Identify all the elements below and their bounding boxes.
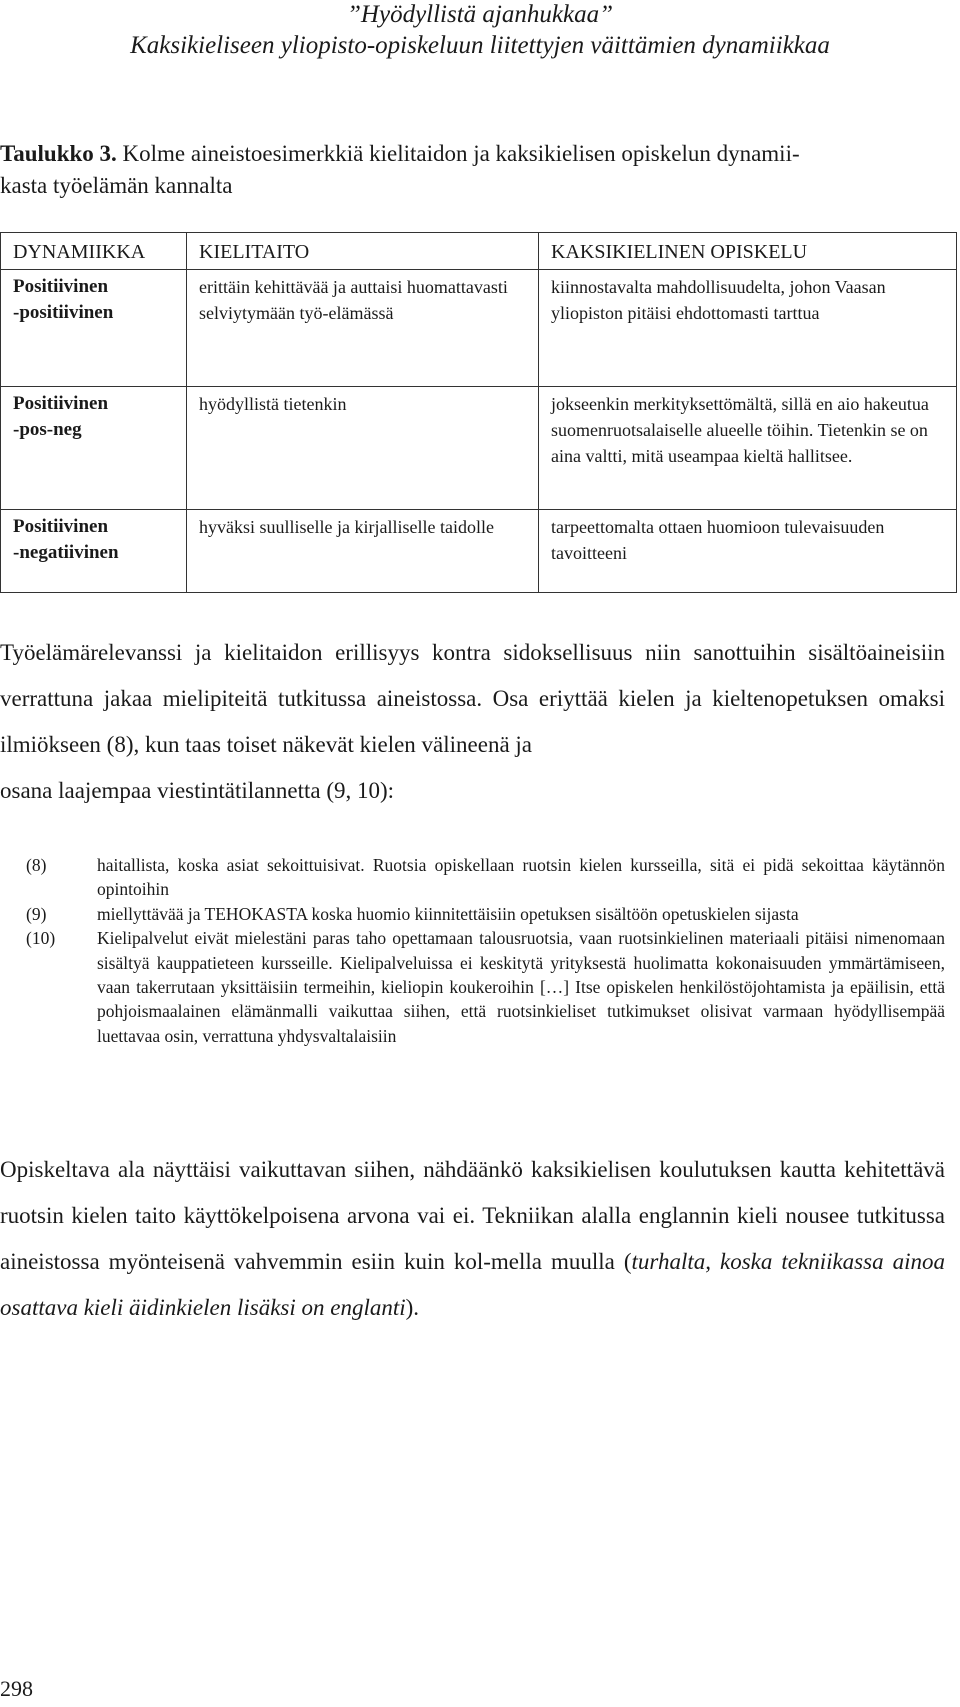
dynamiikka-line1: Positiivinen [13,276,109,297]
table-caption-text-line1: Kolme aineistoesimerkkiä kielitaidon ja kaksikielisen opiskelun dynamii- [122,141,800,166]
running-header-subtitle: Kaksikieliseen yliopisto-opiskeluun liitettyjen väittämien dynamiikkaa [130,32,830,59]
dynamiikka-line1: Positiivinen [13,516,109,537]
table-caption [0,138,945,202]
body-paragraph-2-quote: turhalta, koska tekniikassa ainoa osattava kieli äidinkielen lisäksi on englanti [0,1249,945,1320]
table-row [1,510,957,593]
body-paragraph-2-end: ). [405,1295,420,1320]
running-header-title: ”Hyödyllistä ajanhukkaa” [347,1,613,28]
body-paragraph-2-text: Opiskeltava ala näyttäisi vaikuttavan siihen, nähdäänkö kaksikielisen koulutuksen kautta kehitettävä ruotsin kielen taito käyttökelpoisena arvona vai ei. Tekniikan alalla englannin kieli nousee tutkitussa aineistossa myönteisenä vahvemmin esiin kuin kol-mella muulla ( [0,1157,945,1274]
table-cell-opiskelu: tarpeettomalta ottaen huomioon tulevaisuuden tavoitteeni [539,510,957,593]
page-number: 298 [0,1676,33,1701]
table-caption-label: Taulukko 3. [0,141,117,166]
dynamiikka-line1: Positiivinen [13,393,109,414]
table-header-row [1,233,957,270]
table-cell-dynamiikka [1,510,187,593]
column-header-dynamiikka: DYNAMIIKKA [1,233,187,270]
example-number: (10) [26,928,56,949]
table-cell-dynamiikka [1,270,187,387]
table-cell-kielitaito: erittäin kehittävää ja auttaisi huomattavasti selviytymään työ-elämässä [187,270,539,387]
body-paragraph-1-text: Työelämärelevanssi ja kielitaidon erillisyys kontra sidoksellisuus niin sanottuihin sisältöaineisiin verrattuna jakaa mielipiteitä tutkitussa aineistossa. Osa eriyttää kielen ja kieltenopetuksen omaksi ilmiökseen (8), kun taas toiset näkevät kielen välineenä ja [0,640,945,757]
list-item [0,926,945,1048]
list-item [0,902,945,926]
body-paragraph-1 [0,630,945,814]
data-table [0,232,957,593]
table-row [1,387,957,510]
example-text: Kielipalvelut eivät mielestäni paras taho opettamaan talousruotsia, vaan ruotsinkielinen materiaali pitäisi nimenomaan sisältyä kauppatieteen kursseille. Kielipalveluissa ei keskitytä yrityksestä huolimatta kokonaisuuden ymmärtämiseen, vaan takerrutaan yksittäisiin termeihin, kieliopin koukeroihin […] Itse opiskelen henkilöstöjohtamista ja epäilisin, että pohjoismaalainen elämänmalli vaikuttaa siihen, että ruotsinkieliset tutkimukset olisivat varmaan hyödyllisempää luettavaa osin, verrattuna yhdysvaltalaisiin [97,928,945,1046]
column-header-kaksikielinen-opiskelu: KAKSIKIELINEN OPISKELU [539,233,957,270]
table-caption-text-line2: kasta työelämän kannalta [0,173,233,198]
dynamiikka-line2: -pos-neg [13,419,82,440]
body-paragraph-1-last-line: osana laajempaa viestintätilannetta (9, 10): [0,778,395,803]
body-paragraph-2 [0,1147,945,1331]
example-number: (9) [26,903,47,924]
list-item [0,853,945,902]
example-number: (8) [26,855,47,875]
example-text: haitallista, koska asiat sekoittuisivat. Ruotsia opiskellaan ruotsin kielen kursseilla, sitä ei pidä sekoittaa käytännön opintoihin [97,855,945,900]
table-cell-dynamiikka [1,387,187,510]
column-header-kielitaito: KIELITAITO [187,233,539,270]
table-cell-opiskelu: jokseenkin merkityksettömältä, sillä en aio hakeutua suomenruotsalaiselle alueelle töihin. Tietenkin se on aina valtti, mitä useampaa kieltä hallitsee. [539,387,957,510]
dynamiikka-line2: -positiivinen [13,302,114,323]
table-row [1,270,957,387]
table-cell-kielitaito: hyväksi suulliselle ja kirjalliselle taidolle [187,510,539,593]
dynamiikka-line2: -negatiivinen [13,542,119,563]
example-list [0,853,945,1048]
example-text: miellyttävää ja TEHOKASTA koska huomio kiinnitettäisiin opetuksen sisältöön opetuskielen sijasta [97,903,799,924]
table-cell-kielitaito: hyödyllistä tietenkin [187,387,539,510]
table-cell-opiskelu: kiinnostavalta mahdollisuudelta, johon Vaasan yliopiston pitäisi ehdottomasti tarttua [539,270,957,387]
